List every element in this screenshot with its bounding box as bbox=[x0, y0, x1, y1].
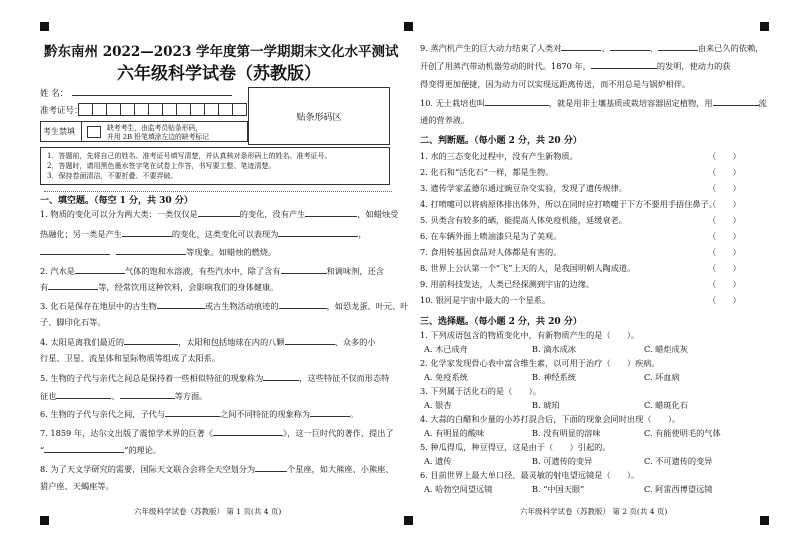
absent-note-1: 缺考考生，由监考员贴条形码， bbox=[107, 124, 203, 132]
question-line: 子、脚印化石等。 bbox=[40, 317, 106, 327]
absent-candidate-box bbox=[40, 121, 248, 142]
choice-option-c[interactable]: C. 不可遗传的变异 bbox=[644, 456, 713, 466]
answer-paren[interactable]: （ ） bbox=[708, 279, 741, 289]
question-line: 征也 、 等方面。 bbox=[40, 391, 208, 401]
exam-subtitle: 六年级科学试卷（苏教版） bbox=[117, 64, 321, 84]
question-line: 热融化；另一类是产生 的变化，这类变化可以表现为 ， bbox=[40, 229, 367, 239]
section3-title: 三、选择题。（每小题 2 分，共 20 分） bbox=[420, 317, 582, 327]
choice-option-a[interactable]: A. 有明显的酸味 bbox=[424, 428, 485, 438]
divider bbox=[44, 191, 392, 192]
question-line: 8. 为了天文学研究的需要，国际天文联合会将全天空划分为 个星座，如大熊座、小熊座、 bbox=[40, 464, 394, 474]
page-footer: 六年级科学试卷（苏教版） 第 2 页(共 4 页) bbox=[520, 507, 668, 516]
page-footer: 六年级科学试卷（苏教版） 第 1 页(共 4 页) bbox=[134, 507, 282, 516]
judge-item: 6. 在车辆外面上喷油漆只是为了美观。 bbox=[420, 231, 562, 241]
section1-title: 一、填空题。（每空 1 分，共 30 分） bbox=[40, 196, 193, 206]
choice-option-c[interactable]: C. 坏血病 bbox=[644, 372, 680, 382]
right-page bbox=[400, 0, 794, 545]
instructions-box bbox=[40, 147, 390, 185]
question-line: 2. 汽水是 气体的饱和水溶液，有些汽水中，除了含有 和调味剂，还含 bbox=[40, 266, 384, 276]
answer-paren[interactable]: （ ） bbox=[708, 183, 741, 193]
choice-option-c[interactable]: C. 蜡炬成灰 bbox=[644, 344, 688, 354]
id-number-boxes[interactable] bbox=[78, 103, 246, 116]
choice-option-b[interactable]: B. “中国天眼” bbox=[532, 484, 585, 494]
choice-question: 6. 目前世界上最大单口径、最灵敏的射电望远镜是（ ）。 bbox=[420, 470, 640, 480]
instruction-3: 3．保持卷面清洁，不要折叠、不要弄破。 bbox=[47, 172, 178, 180]
question-line: 10. 无土栽培也叫 ，就是用非土壤基质或栽培容器固定植物，用 流 bbox=[420, 98, 767, 108]
question-line: 行星、卫星、流星体和星际物质等组成了太阳系。 bbox=[40, 353, 221, 363]
choice-option-c[interactable]: C. 蜡斑化石 bbox=[644, 400, 688, 410]
question-line: 7. 1859 年，达尔文出版了震惊学术界的巨著《 》，这一巨时代的著作，提出了 bbox=[40, 428, 394, 438]
choice-question: 2. 化学家发现骨心表中富含维生素，以可用于治疗（ ）疾病。 bbox=[420, 358, 660, 368]
choice-option-c[interactable]: C. 有能使明毛的气体 bbox=[644, 428, 721, 438]
judge-item: 7. 食用转基因食品对人体都是有害的。 bbox=[420, 247, 562, 257]
choice-question: 5. 种瓜得瓜，种豆得豆，这是由于（ ）引起的。 bbox=[420, 442, 611, 452]
barcode-paste-area: 贴条形码区 bbox=[248, 87, 390, 145]
name-field[interactable] bbox=[72, 95, 232, 96]
answer-paren[interactable]: （ ） bbox=[708, 231, 741, 241]
choice-option-b[interactable]: B. 没有明显的溶味 bbox=[532, 428, 601, 438]
absent-note-2: 并用 2B 铅笔填涂左边的缺考标记 bbox=[107, 133, 209, 141]
answer-paren[interactable]: （ ） bbox=[708, 247, 741, 257]
answer-paren[interactable]: （ ） bbox=[708, 199, 741, 209]
question-line: 4. 太阳是离我们最近的 ，太阳和包括地球在内的八颗 、众多的小 bbox=[40, 337, 376, 347]
choice-option-c[interactable]: C. 阿雷西博望远镜 bbox=[644, 484, 713, 494]
choice-question: 3. 下列属于活化石的是（ ）。 bbox=[420, 386, 541, 396]
answer-paren[interactable]: （ ） bbox=[708, 215, 741, 225]
question-line: 得变得更加便捷，因为动力可以实现远距离传送，而不用总是与锅炉相伴。 bbox=[420, 79, 691, 89]
choice-option-b[interactable]: B. 琥珀 bbox=[532, 400, 560, 410]
judge-item: 8. 世界上公认第一个“飞”上天的人，是我国明朝人陶成道。 bbox=[420, 263, 636, 273]
id-label: 准考证号： bbox=[40, 106, 83, 116]
judge-item: 10. 银河是宇宙中最大的一个星系。 bbox=[420, 295, 551, 305]
question-line: 3. 化石是保存在地层中的古生物 或古生物活动痕迹的 ，如恐龙蛋、叶元、叶 bbox=[40, 301, 409, 311]
answer-paren[interactable]: （ ） bbox=[708, 167, 741, 177]
answer-paren[interactable]: （ ） bbox=[708, 151, 741, 161]
choice-option-a[interactable]: A. 免疫系统 bbox=[424, 372, 468, 382]
question-line: 9. 蒸汽机产生的巨大动力结束了人类对 、 、 由来已久的依赖， bbox=[420, 43, 764, 53]
question-line: “ ”的理论。 bbox=[40, 445, 162, 455]
choice-option-a[interactable]: A. 银杏 bbox=[424, 400, 452, 410]
judge-item: 9. 用前科技发达，人类已经探测到宇宙的边缘。 bbox=[420, 279, 595, 289]
candidate-label: 考生禁填 bbox=[43, 127, 75, 136]
choice-option-a[interactable]: A. 哈勃空间望远镜 bbox=[424, 484, 493, 494]
choice-option-b[interactable]: B. 滴水成冰 bbox=[532, 344, 576, 354]
judge-item: 1. 水的三态变化过程中，没有产生新物质。 bbox=[420, 151, 578, 161]
choice-question: 1. 下列成语包含的物质变化中，有新物质产生的是（ ）。 bbox=[420, 330, 640, 340]
section2-title: 二、判断题。（每小题 2 分，共 20 分） bbox=[420, 136, 582, 146]
exam-title: 黔东南州 2022—2023 学年度第一学期期末文化水平测试 bbox=[44, 44, 399, 60]
name-label: 姓 名： bbox=[40, 89, 69, 99]
judge-item: 5. 贝类含有较多的硒，能提高人体免疫机能，延缓衰老。 bbox=[420, 215, 627, 225]
question-line: 5. 生物的子代与亲代之间总是保持着一些相似特征的现象称为 ，这些特征不仅而形态特 bbox=[40, 373, 390, 383]
answer-paren[interactable]: （ ） bbox=[708, 263, 741, 273]
choice-question: 4. 大蒜的白醋和少量的小苏打混合后，下面的现象会同时出现（ ）。 bbox=[420, 414, 681, 424]
judge-item: 2. 化石和“活化石”一样，都是生物。 bbox=[420, 167, 554, 177]
choice-option-a[interactable]: A. 木已成舟 bbox=[424, 344, 468, 354]
answer-paren[interactable]: （ ） bbox=[708, 295, 741, 305]
choice-option-a[interactable]: A. 遗传 bbox=[424, 456, 452, 466]
question-line: 猎户座、天蝎座等。 bbox=[40, 481, 114, 491]
judge-item: 4. 打喷嚏可以将病原体排出体外，所以在同时应打喷嚏于下方不要用手捂住鼻子。 bbox=[420, 199, 717, 209]
question-line: 有 等，经常饮用这种饮料，会影响我们的身体健康。 bbox=[40, 282, 279, 292]
choice-option-b[interactable]: B. 神经系统 bbox=[532, 372, 576, 382]
question-line: 通的营养液。 bbox=[420, 115, 470, 125]
question-line: 等现象。如蜡烛的燃烧。 bbox=[40, 246, 276, 258]
instruction-1: 1．答题前，先将自己的姓名、准考证号填写清楚，并认真核对条形码上的姓名、准考证号。 bbox=[47, 152, 332, 160]
choice-option-b[interactable]: B. 可遗传的变异 bbox=[532, 456, 593, 466]
question-line: 开创了用蒸汽带动机器劳动的时代。1870 年， 的发明，使动力的获 bbox=[420, 61, 731, 71]
judge-item: 3. 遗传学家孟德尔通过豌豆杂交实验，发现了遗传规律。 bbox=[420, 183, 627, 193]
instruction-2: 2．答题时，请用黑色墨水签字笔在试卷上作答，书写要工整、笔迹清楚。 bbox=[47, 162, 276, 170]
question-line: 1. 物质的变化可以分为两大类：一类仅仅是 的变化，没有产生 ，如蜡烛受 bbox=[40, 209, 399, 219]
absent-mark-box[interactable] bbox=[87, 126, 101, 138]
question-line: 6. 生物的子代与亲代之间，子代与 之间不同特征的现象称为 。 bbox=[40, 409, 359, 419]
